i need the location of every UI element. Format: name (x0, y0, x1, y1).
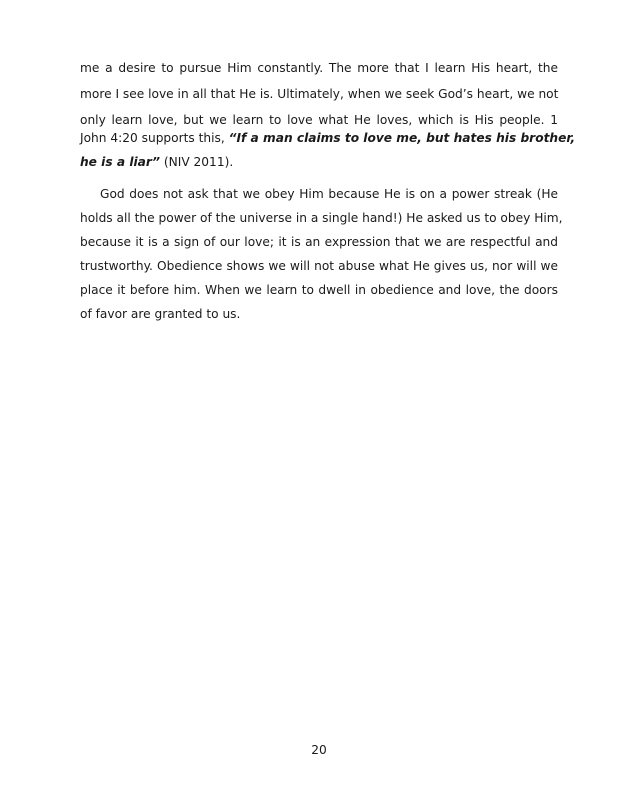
paragraph-1-line-2: more I see love in all that He is. Ultimately, when we seek God’s heart, we not (80, 87, 559, 101)
paragraph-2-line-1: God does not ask that we obey Him because He is on a power streak (He (100, 187, 558, 201)
scripture-quote-part-1: “If a man claims to love me, but hates his brother, (228, 131, 576, 145)
paragraph-1-line-5 (80, 154, 558, 170)
paragraph-2-line-6: of favor are granted to us. (80, 307, 241, 321)
paragraph-2-line-5: place it before him. When we learn to dwell in obedience and love, the doors (80, 283, 558, 297)
paragraph-2-line-4: trustworthy. Obedience shows we will not abuse what He gives us, nor will we (80, 259, 558, 273)
citation-text: (NIV 2011). (160, 155, 234, 169)
paragraph-1-line-3: only learn love, but we learn to love what He loves, which is His people. 1 (80, 113, 558, 127)
paragraph-1-line-4 (80, 130, 576, 146)
paragraph-2-line-2: holds all the power of the universe in a single hand!) He asked us to obey Him, (80, 211, 563, 225)
scripture-quote-part-2: he is a liar” (80, 155, 160, 169)
paragraph-2-line-3: because it is a sign of our love; it is an expression that we are respectful and (80, 235, 558, 249)
page-number: 20 (311, 743, 327, 757)
paragraph-1-line-4-text: John 4:20 supports this, (80, 131, 229, 145)
paragraph-1-line-1: me a desire to pursue Him constantly. The more that I learn His heart, the (80, 61, 558, 75)
